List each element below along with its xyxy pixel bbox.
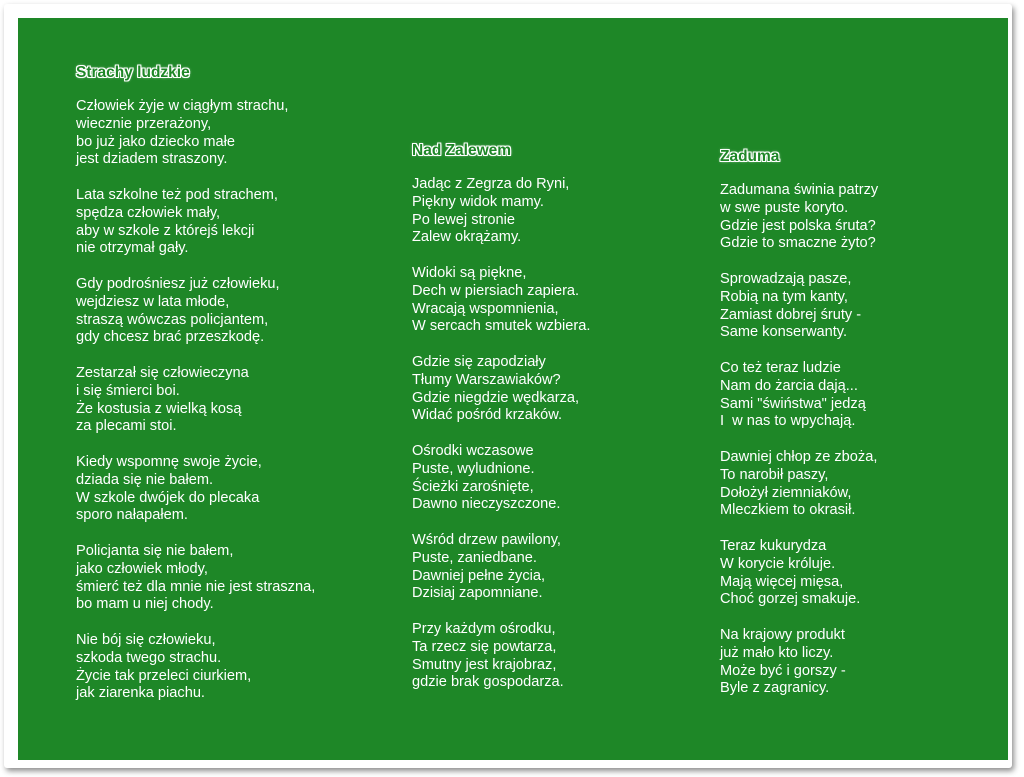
poem-title: Strachy ludzkie: [76, 64, 190, 81]
poem-line: Zestarzał się człowieczyna: [76, 364, 249, 381]
poem-line: Nie bój się człowieku,: [76, 631, 216, 648]
poem-nad-zalewem: [412, 141, 672, 710]
poem-line: Gdzie jest polska śruta?: [720, 217, 876, 234]
stanza: [76, 543, 376, 614]
stanza: [76, 632, 376, 703]
poem-line: wiecznie przerażony,: [76, 115, 212, 132]
poem-line: Choć gorzej smakuje.: [720, 591, 861, 608]
poem-line: Gdzie się zapodziały: [412, 353, 546, 370]
stanza: [412, 176, 672, 247]
poem-line: Dołożył ziemniaków,: [720, 484, 852, 501]
poem-line: Robią na tym kanty,: [720, 288, 848, 305]
poem-title: Zaduma: [720, 148, 780, 165]
poem-line: aby w szkole z którejś lekcji: [76, 222, 255, 239]
poem-line: jako człowiek młody,: [76, 560, 208, 577]
poem-line: Ta rzecz się powtarza,: [412, 638, 557, 655]
stanza: [412, 265, 672, 336]
poem-line: Gdy podrośniesz już człowieku,: [76, 275, 280, 292]
poem-stanzas: [412, 176, 672, 692]
poem-line: Dech w piersiach zapiera.: [412, 282, 580, 299]
poem-line: Wśród drzew pawilony,: [412, 531, 561, 548]
poem-line: Może być i gorszy -: [720, 662, 846, 679]
stanza: [412, 354, 672, 425]
poem-line: Lata szkolne też pod strachem,: [76, 186, 278, 203]
poem-line: Teraz kukurydza: [720, 537, 827, 554]
poem-line: Dawniej chłop ze zboża,: [720, 448, 878, 465]
poem-line: Że kostusia z wielką kosą: [76, 400, 242, 417]
stanza: [76, 276, 376, 347]
stanza: [76, 187, 376, 258]
poem-line: Jadąc z Zegrza do Ryni,: [412, 176, 570, 192]
poem-line: i się śmierci boi.: [76, 382, 180, 399]
poem-stanzas: [76, 98, 376, 703]
poem-line: Zadumana świnia patrzy: [720, 182, 879, 198]
poem-line: Wracają wspomnienia,: [412, 300, 559, 317]
poem-line: W korycie króluje.: [720, 555, 836, 572]
poem-line: Zamiast dobrej śruty -: [720, 306, 862, 323]
poem-line: Po lewej stronie: [412, 211, 516, 228]
poem-line: bo mam u niej chody.: [76, 596, 214, 613]
poem-line: Ścieżki zarośnięte,: [412, 478, 534, 495]
stanza: [720, 627, 980, 698]
poem-line: wejdziesz w lata młode,: [76, 293, 230, 310]
poem-line: już mało kto liczy.: [720, 644, 834, 661]
poem-line: Przy każdym ośrodku,: [412, 620, 556, 637]
poem-line: Same konserwanty.: [720, 324, 848, 341]
stanza: [720, 182, 980, 253]
poem-line: Sami "świństwa" jedzą: [720, 395, 866, 412]
stanza: [720, 360, 980, 431]
poem-line: spędza człowiek mały,: [76, 204, 221, 221]
stanza: [412, 532, 672, 603]
poem-line: Smutny jest krajobraz,: [412, 656, 557, 673]
stanza: [76, 365, 376, 436]
poem-line: Życie tak przeleci ciurkiem,: [76, 667, 252, 684]
poem-line: Widoki są piękne,: [412, 264, 527, 281]
poem-zaduma: [720, 147, 980, 716]
poem-line: W szkole dwójek do plecaka: [76, 489, 260, 506]
stanza: [412, 621, 672, 692]
poem-stanzas: [720, 182, 980, 698]
poem-line: Mają więcej mięsa,: [720, 573, 844, 590]
poem-line: Dawno nieczyszczone.: [412, 496, 561, 513]
poem-line: gdy chcesz brać przeszkodę.: [76, 329, 265, 346]
poem-line: w swe puste koryto.: [720, 199, 849, 216]
poem-line: za plecami stoi.: [76, 418, 177, 435]
poem-strachy-ludzkie: [76, 63, 376, 721]
poem-line: śmierć też dla mnie nie jest straszna,: [76, 578, 316, 595]
poem-line: nie otrzymał gały.: [76, 240, 189, 257]
stanza: [720, 449, 980, 520]
poem-line: Nam do żarcia dają...: [720, 377, 858, 394]
poem-line: Mleczkiem to okrasił.: [720, 502, 856, 519]
poem-line: Na krajowy produkt: [720, 626, 845, 643]
poem-line: Policjanta się nie bałem,: [76, 542, 234, 559]
poem-line: jest dziadem straszony.: [76, 151, 228, 168]
poem-line: jak ziarenka piachu.: [76, 685, 205, 702]
poem-line: Człowiek żyje w ciągłym strachu,: [76, 98, 289, 114]
poem-line: sporo nałapałem.: [76, 507, 188, 524]
poem-line: Dawniej pełne życia,: [412, 567, 546, 584]
poem-line: I w nas to wpychają.: [720, 413, 856, 430]
poem-line: straszą wówczas policjantem,: [76, 311, 269, 328]
poem-line: bo już jako dziecko małe: [76, 133, 235, 150]
poem-line: dziada się nie bałem.: [76, 471, 214, 488]
poem-line: Ośrodki wczasowe: [412, 442, 534, 459]
stanza: [720, 271, 980, 342]
poem-line: Dzisiaj zapomniane.: [412, 585, 543, 602]
poem-line: W sercach smutek wzbiera.: [412, 318, 591, 335]
stanza: [412, 443, 672, 514]
poem-title: Nad Zalewem: [412, 142, 512, 159]
stanza: [720, 538, 980, 609]
poem-line: Gdzie niegdzie wędkarza,: [412, 389, 580, 406]
poem-line: Zalew okrążamy.: [412, 229, 522, 246]
poem-line: Co też teraz ludzie: [720, 359, 841, 376]
poem-line: Tłumy Warszawiaków?: [412, 371, 561, 388]
poem-line: To narobił paszy,: [720, 466, 829, 483]
poem-line: Sprowadzają pasze,: [720, 270, 852, 287]
poem-line: Puste, zaniedbane.: [412, 549, 537, 566]
poem-line: Byle z zagranicy.: [720, 680, 830, 697]
poem-line: Gdzie to smaczne żyto?: [720, 235, 876, 252]
poem-line: Piękny widok mamy.: [412, 193, 544, 210]
poem-line: Kiedy wspomnę swoje życie,: [76, 453, 262, 470]
stanza: [76, 98, 376, 169]
stanza: [76, 454, 376, 525]
poem-line: Widać pośród krzaków.: [412, 407, 563, 424]
poem-line: Puste, wyludnione.: [412, 460, 535, 477]
poem-line: szkoda twego strachu.: [76, 649, 222, 666]
poem-line: gdzie brak gospodarza.: [412, 674, 564, 691]
